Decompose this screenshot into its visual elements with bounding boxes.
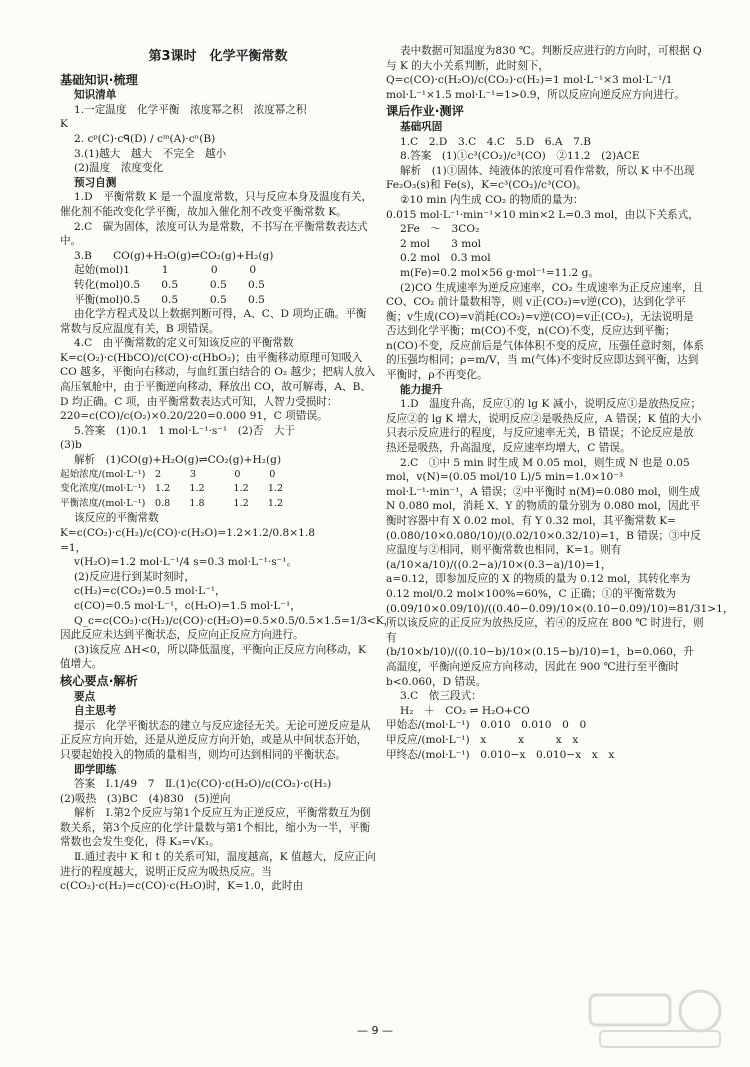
answer-line: 1.C 2.D 3.C 4.C 5.D 6.A 7.B: [400, 135, 592, 148]
section-homework: 课后作业·测评: [386, 104, 464, 119]
table-row: 平衡(mol)0.5 0.5 0.5 0.5: [74, 293, 265, 306]
paragraph: 提示 化学平衡状态的建立与反应途径无关。无论可逆反应是从正反应方向开始，还是从逆反应方向开始，或是从中间状态开始，只要起始投入的物质的量相当，则均可达到相同的平衡状态。: [60, 719, 371, 761]
subsection-preview: 预习自测: [74, 176, 117, 189]
paragraph: Q_c=c(CO₂)·c(H₂)/c(CO)·c(H₂O)=0.5×0.5/0.5×1.5=1/3<K，因此反应未达到平衡状态，反应向正反应方向进行。: [60, 614, 395, 642]
paragraph: 解析 (1)CO(g)+H₂O(g)⇌CO₂(g)+H₂(g): [74, 454, 282, 467]
paragraph: (2)反应进行到某时刻时，: [74, 570, 195, 583]
paragraph: (b/10×b/10)/((0.10−b)/10×(0.15−b)/10)=1，b=0.060，升高温度，平衡向逆反应方向移动，因此在 900 ℃进行至平衡时 b<0.060，D 错误。: [386, 646, 695, 688]
right-column: [386, 44, 734, 762]
paragraph: 1.D 平衡常数 K 是一个温度常数，只与反应本身及温度有关，催化剂不能改变化学平衡，故加入催化剂不改变平衡常数 K。: [60, 191, 373, 218]
paragraph: 由化学方程式及以上数据判断可得，A、C、D 项均正确。平衡常数与反应温度有关，B 项错误。: [60, 308, 367, 335]
table-row: 甲始态/(mol·L⁻¹) 0.010 0.010 0 0: [386, 719, 587, 732]
equation-line: 2Fe ～ 3CO₂: [400, 223, 480, 236]
equation-line: 0.2 mol 0.3 mol: [400, 252, 491, 265]
answer-line: 1.一定温度 化学平衡 浓度幂之积 浓度幂之积: [74, 103, 307, 116]
equation-line: H₂ ＋ CO₂ ⇌ H₂O+CO: [400, 704, 530, 717]
paragraph: 3.B CO(g)+H₂O(g)⇌CO₂(g)+H₂(g): [74, 249, 274, 262]
equation-line: m(Fe)=0.2 mol×56 g·mol⁻¹=11.2 g。: [400, 266, 599, 279]
section-basics: 基础知识·梳理: [60, 72, 138, 87]
table-row: 转化(mol)0.5 0.5 0.5 0.5: [74, 278, 265, 291]
subsection-think: 自主思考: [74, 705, 117, 718]
table-row: 变化浓度/(mol·L⁻¹) 1.2 1.2 1.2 1.2: [60, 483, 284, 495]
paragraph: v(H₂O)=1.2 mol·L⁻¹/4 s=0.3 mol·L⁻¹·s⁻¹。: [74, 556, 298, 569]
table-row: 起始浓度/(mol·L⁻¹) 2 3 0 0: [60, 468, 276, 480]
page-number: — 9 —: [357, 1024, 393, 1037]
paragraph: (3)b: [60, 439, 82, 452]
paragraph: (0.09/10×0.09/10)/((0.40−0.09)/10×(0.10−0.09)/10)=81/31>1，所以该反应的正反应为放热反应，若④的反应在 800 ℃ 时进行，则有: [386, 602, 734, 644]
paragraph: 该反应的平衡常数 K=c(CO₂)·c(H₂)/c(CO)·c(H₂O)=1.2×1.2/0.8×1.8: [60, 512, 315, 539]
paragraph: 解析 Ⅰ.第2个反应与第1个反应互为正逆反应，平衡常数互为倒数关系，第3个反应的化学计量数与第1个相比，缩小为一半，平衡常数也会发生变化，得 K₃=√K₁。: [60, 807, 371, 849]
answer-line: K: [60, 118, 68, 131]
subsection-knowledge: 知识清单: [74, 89, 117, 102]
table-row: 平衡浓度/(mol·L⁻¹) 0.8 1.8 1.2 1.2: [60, 497, 284, 509]
paragraph: 答案 Ⅰ.1/49 7 Ⅱ.(1)c(CO)·c(H₂O)/c(CO₂)·c(H₂): [74, 778, 332, 791]
paragraph: ②10 min 内生成 CO₂ 的物质的量为：: [400, 193, 584, 206]
paragraph: 5.答案 (1)0.1 1 mol·L⁻¹·s⁻¹ (2)否 大于: [74, 424, 296, 437]
paragraph: (2)CO 生成速率为逆反应速率，CO₂ 生成速率为正反应速率，且 CO、CO₂ 前计量数相等，则 v正(CO₂)=v逆(CO)，达到化学平衡；v生成(CO)=v消耗(CO₂)=v逆(CO)=v正(CO₂)，无法说明是否达到化学平衡；m(CO)不变，n(CO)不变，反应达到平衡；n(CO)不变，反应前后是气体体积不变的反应，压强任意时刻，体系的压强均相同；ρ=m/V，当 m(气体)不变时反应即达到平衡，达到平衡时，ρ不再变化。: [386, 281, 704, 382]
table-row: 起始(mol)1 1 0 0: [74, 264, 257, 277]
paragraph: 4.C 由平衡常数的定义可知该反应的平衡常数 K=c(O₂)·c(HbCO)/c(CO)·c(HbO₂)；由平衡移动原理可知吸入 CO 越多，平衡向右移动，与血红蛋白结合的 O₂ 越少；把病人放入高压氧舱中，由于平衡逆向移动，释放出 CO，故可解毒，A、B、D 均正确。C 项，由平衡常数表达式可知，人智力受损时：220=c(CO)/c(O₂)×0.20/220=0.000 91，C 项错误。: [60, 337, 376, 423]
paragraph: c(CO)=0.5 mol·L⁻¹，c(H₂O)=1.5 mol·L⁻¹，: [74, 599, 301, 612]
answer-line: 8.答案 (1)①c³(CO₂)/c³(CO) ②11.2 (2)ACE: [400, 150, 640, 163]
paragraph: 表中数据可知温度为830 ℃。判断反应进行的方向时，可根据 Q 与 K 的大小关系判断，此时刻下，Q=c(CO)·c(H₂O)/c(CO₂)·c(H₂)=1 mol·L⁻¹×3 mol·L⁻¹/1 mol·L⁻¹×1.5 mol·L⁻¹=1>0.9，所以反应向逆反应方向进行。: [386, 45, 702, 101]
answer-line: 2. cᵖ(C)·cᑫ(D) / cᵐ(A)·cⁿ(B): [74, 132, 216, 145]
page-title: 第3课时 化学平衡常数: [148, 49, 288, 64]
subsection-point: 要点: [74, 690, 96, 703]
paragraph: 2.C ①中 5 min 时生成 M 0.05 mol，则生成 N 也是 0.05 mol，v(N)=(0.05 mol/10 L)/5 min=1.0×10⁻³ mol·L⁻¹·min⁻¹，A 错误；②中平衡时 n(M)=0.080 mol，则生成 N 0.080 mol，消耗 X、Y 的物质的量分别为 0.080 mol，因此平衡时容器中有 X 0.02 mol、有 Y 0.32 mol，其平衡常数 K=(0.080/10×0.080/10)/(0.02/10×0.32/10)=1，B 错误；③中反应温度与②相同，则平衡常数也相同，K=1。则有 (a/10×a/10)/((0.2−a)/10×(0.3−a)/10)=1，: [386, 456, 701, 571]
answer-line: (2)温度 浓度变化: [74, 162, 164, 175]
equation-line: 2 mol 3 mol: [400, 237, 482, 250]
table-row: 甲终态/(mol·L⁻¹) 0.010−x 0.010−x x x: [386, 748, 615, 761]
subsection-advanced: 能力提升: [400, 383, 443, 396]
paragraph: a=0.12，即参加反应的 X 的物质的量为 0.12 mol，其转化率为 0.12 mol/0.2 mol×100%=60%，C 正确；①的平衡常数为: [386, 573, 691, 600]
subsection-practice: 即学即练: [74, 763, 117, 776]
paragraph: 0.015 mol·L⁻¹·min⁻¹×10 min×2 L=0.3 mol，由以下关系式，: [386, 208, 699, 221]
watermark-logo: [580, 983, 730, 1053]
paragraph: Ⅱ.通过表中 K 和 t 的关系可知，温度越高，K 值越大，反应正向进行的程度越大，说明正反应为吸热反应。当 c(CO₂)·c(H₂)=c(CO)·c(H₂O)时，K=1.0，此时由: [60, 851, 376, 893]
left-column: [60, 44, 395, 894]
paragraph: c(H₂)=c(CO₂)=0.5 mol·L⁻¹，: [74, 585, 226, 598]
subsection-basic: 基础巩固: [400, 120, 443, 133]
section-core: 核心要点·解析: [60, 673, 138, 688]
paragraph: (2)吸热 (3)BC (4)830 (5)逆向: [60, 792, 231, 805]
answer-line: 3.(1)越大 越大 不完全 越小: [74, 147, 227, 160]
paragraph: 3.C 依三段式：: [400, 690, 482, 703]
paragraph: 1.D 温度升高，反应①的 lg K 减小，说明反应①是放热反应；反应②的 lg K 增大，说明反应②是吸热反应，A 错误；K 值的大小只表示反应进行的程度，与反应速率无关，B 错误；不论反应是放热还是吸热，升高温度，反应速率均增大，C 错误。: [386, 398, 702, 455]
paragraph: (3)该反应 ΔH<0，所以降低温度，平衡向正反应方向移动，K 值增大。: [60, 643, 366, 671]
paragraph: =1，: [60, 541, 87, 554]
table-row: 甲反应/(mol·L⁻¹) x x x x: [386, 733, 579, 746]
paragraph: 2.C 碳为固体，浓度可认为是常数，不书写在平衡常数表达式中。: [60, 220, 368, 248]
paragraph: 解析 (1)①固体、纯液体的浓度可看作常数，所以 K 中不出现 Fe₂O₃(s)和 Fe(s)，K=c³(CO₂)/c³(CO)。: [386, 164, 695, 192]
